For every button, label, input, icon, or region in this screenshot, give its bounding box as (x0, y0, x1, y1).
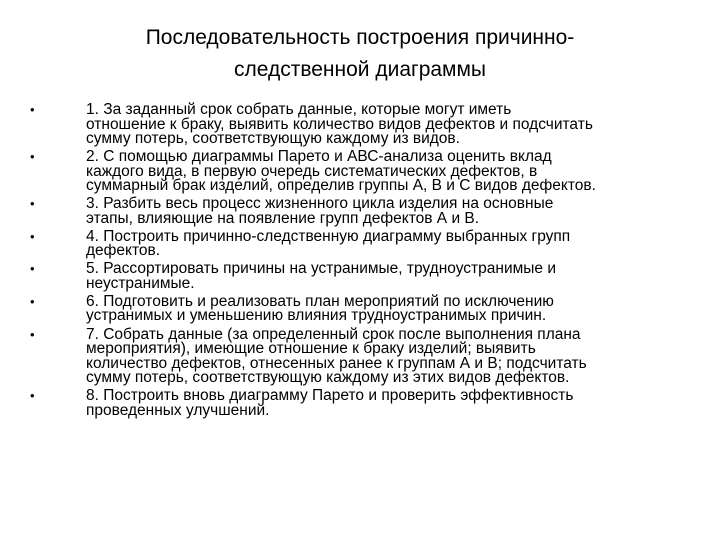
bullet-item-line: • 5. Рассортировать причины на устранимые, трудноустранимые и (86, 260, 556, 278)
bullet-item-line: каждого вида, в первую очередь систематических дефектов, в (86, 162, 538, 180)
bullet-item-2 (30, 150, 690, 194)
slide-title-line: Последовательность построения причинно- (145, 26, 575, 49)
bullet-item-line: этапы, влияющие на появление групп дефектов А и В. (86, 209, 480, 227)
bullet-item-7 (30, 325, 690, 387)
bullet-item-line: сумму потерь, соответствующую каждому из этих видов дефектов. (86, 369, 570, 387)
bullet-item-5 (30, 262, 690, 291)
bullet-item-6 (30, 292, 690, 325)
bullet-item-line: • 6. Подготовить и реализовать план мероприятий по исключению (86, 292, 554, 310)
bullet-item-line: • 2. С помощью диаграммы Парето и АВС-анализа оценить вклад (86, 148, 552, 166)
slide-title (60, 22, 660, 86)
bullet-item-line: устранимых и уменьшению влияния трудноустранимых причин. (86, 307, 547, 325)
bullet-item-line: • 7. Собрать данные (за определенный срок после выполнения плана (86, 325, 581, 343)
bullet-item-line: суммарный брак изделий, определив группы А, В и С видов дефектов. (86, 177, 596, 195)
bullet-item-line: отношение к браку, выявить количество видов дефектов и подсчитать (86, 115, 593, 133)
bullet-item-line: дефектов. (86, 242, 161, 260)
slide-title-line: следственной диаграммы (233, 58, 487, 81)
bullet-item-line: сумму потерь, соответствующую каждому из видов. (86, 130, 460, 147)
bullet-list (30, 103, 690, 422)
bullet-item-1 (30, 103, 690, 147)
bullet-item-line: • 4. Построить причинно-следственную диаграмму выбранных групп (86, 227, 571, 245)
bullet-item-line: проведенных улучшений. (86, 401, 270, 419)
bullet-item-4 (30, 227, 690, 260)
bullet-item-line: неустранимые. (86, 274, 195, 292)
bullet-item-line: количество дефектов, отнесенных ранее к группам А и В; подсчитать (86, 354, 587, 372)
bullet-item-line: • 8. Построить вновь диаграмму Парето и проверить эффективность (86, 387, 574, 405)
bullet-item-8 (30, 389, 690, 418)
bullet-item-line: мероприятия), имеющие отношение к браку изделий; выявить (86, 340, 536, 358)
bullet-item-line: • 3. Разбить весь процесс жизненного цикла изделия на основные (86, 195, 554, 213)
bullet-item-3 (30, 197, 690, 226)
bullet-item-line: • 1. За заданный срок собрать данные, которые могут иметь (86, 101, 512, 118)
